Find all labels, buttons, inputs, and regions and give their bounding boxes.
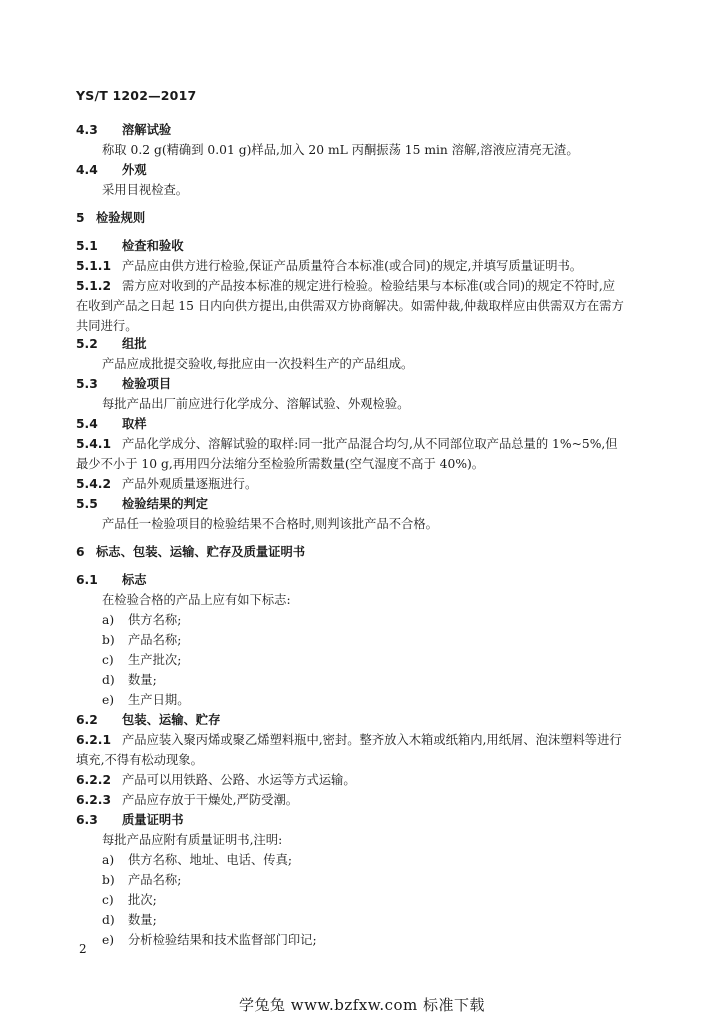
list-item: b) 产品名称; [102,633,182,647]
section-5-2-text: 产品应成批提交验收,每批应由一次投料生产的产品组成。 [102,357,414,371]
section-6-3-intro: 每批产品应附有质量证明书,注明: [102,833,283,847]
section-5-heading: 5 检验规则 [76,211,146,225]
list-item: d) 数量; [102,913,157,927]
section-5-1-2-line2: 在收到产品之日起 15 日内向供方提出,由供需双方协商解决。如需仲裁,仲裁取样应由供需双方在需方 [76,299,624,313]
section-5-1-1: 5.1.1 产品应由供方进行检验,保证产品质量符合本标准(或合同)的规定,并填写质量证明书。 [76,259,583,273]
section-6-1-heading: 6.1 标志 [76,573,147,587]
section-6-2-1-line1: 6.2.1 产品应装入聚丙烯或聚乙烯塑料瓶中,密封。整齐放入木箱或纸箱内,用纸屑、泡沫塑料等进行 [76,733,622,747]
section-6-2-2: 6.2.2 产品可以用铁路、公路、水运等方式运输。 [76,773,356,787]
section-4-3-text: 称取 0.2 g(精确到 0.01 g)样品,加入 20 mL 丙酮振荡 15 min 溶解,溶液应清亮无渣。 [102,143,579,157]
footer-watermark: 学兔兔 www.bzfxw.com 标准下载 [238,996,486,1014]
section-6-heading: 6 标志、包装、运输、贮存及质量证明书 [76,545,306,559]
section-5-1-2-line3: 共同进行。 [76,319,138,333]
document-code: YS/T 1202—2017 [76,88,197,103]
section-4-4-heading: 4.4 外观 [76,163,147,177]
section-5-5-heading: 5.5 检验结果的判定 [76,497,209,511]
section-6-1-intro: 在检验合格的产品上应有如下标志: [102,593,291,607]
section-5-4-2: 5.4.2 产品外观质量逐瓶进行。 [76,477,258,491]
section-4-4-text: 采用目视检查。 [102,183,189,197]
section-6-3-heading: 6.3 质量证明书 [76,813,184,827]
list-item: e) 分析检验结果和技术监督部门印记; [102,933,317,947]
section-6-2-heading: 6.2 包装、运输、贮存 [76,713,221,727]
section-5-2-heading: 5.2 组批 [76,337,147,351]
list-item: a) 供方名称、地址、电话、传真; [102,853,293,867]
section-5-1-2-line1: 5.1.2 需方应对收到的产品按本标准的规定进行检验。检验结果与本标准(或合同)的规定不符时,应 [76,279,616,293]
list-item: a) 供方名称; [102,613,182,627]
list-item: b) 产品名称; [102,873,182,887]
section-5-4-1-line2: 最少不小于 10 g,再用四分法缩分至检验所需数量(空气湿度不高于 40%)。 [76,457,485,471]
section-6-2-3: 6.2.3 产品应存放于干燥处,严防受潮。 [76,793,299,807]
section-5-1-heading: 5.1 检查和验收 [76,239,184,253]
section-5-4-heading: 5.4 取样 [76,417,147,431]
section-5-3-text: 每批产品出厂前应进行化学成分、溶解试验、外观检验。 [102,397,410,411]
section-5-4-1-line1: 5.4.1 产品化学成分、溶解试验的取样:同一批产品混合均匀,从不同部位取产品总量的 1%~5%,但 [76,437,618,451]
section-5-5-text: 产品任一检验项目的检验结果不合格时,则判该批产品不合格。 [102,517,438,531]
list-item: c) 批次; [102,893,157,907]
list-item: e) 生产日期。 [102,693,190,707]
page-number: 2 [79,942,87,956]
list-item: d) 数量; [102,673,157,687]
section-6-2-1-line2: 填充,不得有松动现象。 [76,753,203,767]
list-item: c) 生产批次; [102,653,182,667]
section-4-3-heading: 4.3 溶解试验 [76,123,172,137]
section-5-3-heading: 5.3 检验项目 [76,377,172,391]
